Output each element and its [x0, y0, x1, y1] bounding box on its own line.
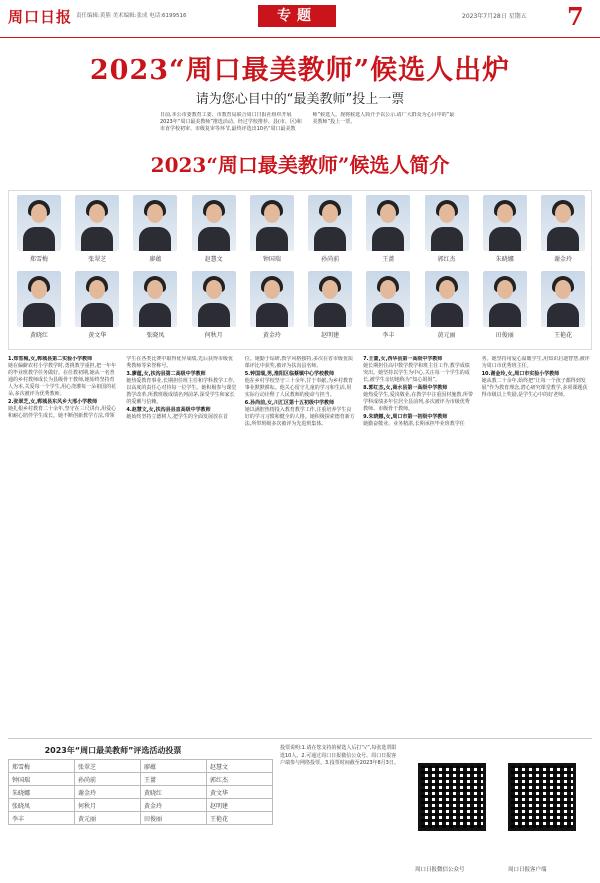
ballot-cell[interactable]: 张晓凤: [9, 799, 75, 812]
profile-text: 她始终坚持立德树人,把学生的全面发展放在首位。她勤于钻研,教学风格独特,多次在省市级优质课评比中获奖,被评为扶沟县名师。: [126, 356, 353, 420]
candidate-name: 黄元丽: [437, 332, 456, 339]
profile-heading: 9.朱晓娜,女,周口市第一初级中学教师: [363, 414, 448, 420]
ballot-cell[interactable]: 郭红杰: [207, 773, 273, 786]
portrait-photo: [541, 271, 585, 327]
portrait-photo: [250, 195, 294, 251]
candidate-card: [15, 195, 63, 269]
portrait-photo: [425, 195, 469, 251]
portrait-photo: [17, 271, 61, 327]
ballot-cell[interactable]: 王艳花: [207, 812, 273, 825]
candidate-row-1: [15, 195, 587, 269]
candidate-card: [364, 195, 412, 269]
portrait-photo: [133, 271, 177, 327]
qr-code-icon[interactable]: [508, 763, 576, 831]
portrait-photo: [192, 271, 236, 327]
ballot-row: [9, 812, 273, 825]
ballot-cell[interactable]: 张翠芝: [75, 760, 141, 773]
profile: [126, 371, 236, 406]
ballot-cell[interactable]: 黄晓红: [141, 786, 207, 799]
candidate-name: 张翠芝: [88, 256, 107, 263]
editors-line: 责任编辑:黄熊 美术编辑:张成 电话:6199516: [76, 13, 187, 19]
candidate-card: [248, 271, 296, 345]
section-title: 2023“周口最美教师”候选人简介: [150, 153, 450, 177]
ballot-row: [9, 773, 273, 786]
candidate-name: 李丰: [382, 332, 395, 339]
ballot-row: [9, 799, 273, 812]
candidate-row-2: [15, 271, 587, 345]
profile-heading: 6.孙尚前,女,川汇区第十五初级中学教师: [244, 400, 334, 406]
profile-text: 他在乡村学校坚守三十余年,甘于奉献,为乡村教育事业默默耕耘。他关心留守儿童的学习和生活,用实际行动诠释了人民教师的使命与担当。: [244, 378, 353, 398]
candidate-name: 孙尚前: [321, 256, 340, 263]
profile-heading: 8.郭红杰,女,商水县第一高级中学教师: [363, 385, 448, 391]
candidate-name: 赵明建: [321, 332, 340, 339]
profile-heading: 2.张翠芝,女,郸城县东风乡大邢小学教师: [8, 399, 98, 405]
portrait-photo: [366, 271, 410, 327]
section-badge: 专题: [258, 5, 336, 27]
profile-text: 她扎根乡村教育二十余年,坚守在三尺讲台,用爱心和耐心陪伴学生成长。她不断创新教学方法,带领学生在各类比赛中取得优异成绩,先后获得市级优秀教师等荣誉称号。: [8, 356, 233, 419]
profile-heading: 4.赵慧文,女,扶沟县县直高级中学教师: [126, 407, 211, 413]
issue-date: 2023年7月28日 星期五: [462, 13, 527, 20]
portrait-photo: [250, 271, 294, 327]
profile-text: 她以满腔热情投入教育教学工作,注重培养学生良好的学习习惯和健全的人格。她积极探索德育新方法,所带班级多次被评为先进班集体。: [244, 407, 355, 427]
profile-heading: 1.郑雪梅,女,郸城县第二实验小学教师: [8, 356, 93, 362]
candidate-card: [423, 195, 471, 269]
ballot-row: [9, 786, 273, 799]
candidate-name: 赵慧文: [204, 256, 223, 263]
subheadline: 请为您心目中的“最美教师”投上一票: [195, 92, 405, 107]
candidate-card: [306, 195, 354, 269]
profile-heading: 3.廖蕴,女,扶沟县第二高级中学教师: [126, 371, 206, 377]
ballot-cell[interactable]: 赵慧文: [207, 760, 273, 773]
portrait-photo: [192, 195, 236, 251]
intro-text: 日前,本公市委教育工委、市教育局联合周口日报社组织开展2023年“周口最美教师”推选活动。经过学校推荐、县(市、区)和市直学校初审、市级复审等环节,最终评选出10名“周口最美教师”候选人。现将候选人简介予以公示,请广大群众为心目中的“最美教师”投上一票。: [160, 112, 455, 132]
profile-heading: 10.谢金玲,女,周口市实验小学教师: [481, 371, 560, 377]
candidate-name: 田俊丽: [495, 332, 514, 339]
vote-title: 2023年“周口最美教师”评选活动投票: [44, 746, 182, 755]
portrait-photo: [483, 195, 527, 251]
candidate-name: 何秋月: [204, 332, 223, 339]
candidate-card: [131, 195, 179, 269]
vote-rules: 投票说明:1.请在您支持的候选人后打“√”,每张选票限选10人。2.可通过周口日报微信公众号、周口日报客户端参与网络投票。3.投票时间截至2023年8月3日。: [280, 745, 399, 766]
ballot-table: [8, 759, 273, 825]
candidate-card: [539, 271, 587, 345]
candidate-name: 黄晓红: [29, 332, 48, 339]
candidate-card: [423, 271, 471, 345]
candidate-card: [131, 271, 179, 345]
ballot-cell[interactable]: 王蔷: [141, 773, 207, 786]
profile: [245, 400, 355, 428]
profile-heading: 5.钟国瑞,男,淮阳区临蔡镇中心学校教师: [244, 371, 334, 377]
candidate-card: [481, 271, 529, 345]
candidate-name: 谢金玲: [553, 256, 572, 263]
masthead: 周口日报: [8, 8, 73, 26]
profile-text: 她热爱学生,爱岗敬业,在教学中注重因材施教,所带学科成绩多年位居全县前列,多次被评为市级优秀教师、市级骨干教师。: [363, 392, 473, 412]
profile: [482, 371, 592, 399]
ballot-cell[interactable]: 赵明建: [207, 799, 273, 812]
portrait-photo: [483, 271, 527, 327]
candidate-name: 钟国瑞: [262, 256, 281, 263]
vote-section: [8, 738, 592, 878]
candidate-card: [364, 271, 412, 345]
candidate-photo-grid: [8, 190, 592, 350]
candidate-name: 廖蕴: [149, 256, 162, 263]
profile-text: 她勤奋敬业、业务精湛,长期承担毕业班教学任务。她坚持用爱心温暖学生,用知识启迪智慧,被评为周口市优秀班主任。: [363, 356, 590, 427]
portrait-photo: [366, 195, 410, 251]
ballot-cell[interactable]: 田俊丽: [141, 812, 207, 825]
profile-heading: 7.王蔷,女,西华县第一高级中学教师: [363, 356, 443, 362]
candidate-card: [190, 271, 238, 345]
portrait-photo: [425, 271, 469, 327]
candidate-name: 郑雪梅: [29, 256, 48, 263]
candidate-name: 黄金玲: [262, 332, 281, 339]
ballot-cell[interactable]: 钟国瑞: [9, 773, 75, 786]
ballot-row: [9, 760, 273, 773]
profile: [245, 371, 355, 399]
profile-text: 她从教二十余年,始终把“让每一个孩子都得到发展”作为教育理念,潜心研究课堂教学,多项课题获得市级以上奖励,是学生心中的好老师。: [481, 378, 588, 398]
ballot-cell[interactable]: 孙尚前: [75, 773, 141, 786]
profile: [8, 356, 118, 398]
qr-caption: 周口日报客户端: [508, 867, 547, 873]
candidate-name: 王艳花: [553, 332, 572, 339]
candidate-card: [73, 195, 121, 269]
portrait-photo: [75, 195, 119, 251]
ballot-cell[interactable]: 廖蕴: [141, 760, 207, 773]
qr-caption: 周口日报微信公众号: [415, 867, 465, 873]
portrait-photo: [541, 195, 585, 251]
ballot-cell[interactable]: 黄元丽: [75, 812, 141, 825]
profile: [363, 356, 473, 384]
candidate-card: [15, 271, 63, 345]
portrait-photo: [75, 271, 119, 327]
candidate-name: 朱晓娜: [495, 256, 514, 263]
portrait-photo: [133, 195, 177, 251]
portrait-photo: [308, 271, 352, 327]
headline: 2023“周口最美教师”候选人出炉: [89, 55, 511, 86]
candidate-name: 郭红杰: [437, 256, 456, 263]
candidate-card: [73, 271, 121, 345]
portrait-photo: [308, 195, 352, 251]
profile-text: 她在偏僻农村小学教学时,勇挑教学重担,把一年年的毕业班教学任务做好。在任教初期,她从一名普通的乡村教师成长为县级骨干教师,她始终坚持育人为本,关爱每一个学生,用心浇灌每一朵祖国的花朵,多次被评为优秀教师。: [8, 363, 117, 397]
candidate-name: 王蔷: [382, 256, 395, 263]
candidate-card: [190, 195, 238, 269]
portrait-photo: [17, 195, 61, 251]
ballot-cell[interactable]: 朱晓娜: [9, 786, 75, 799]
candidate-card: [306, 271, 354, 345]
candidate-name: 黄文华: [88, 332, 107, 339]
candidate-card: [539, 195, 587, 269]
page-number: 7: [567, 2, 584, 31]
qr-code-icon[interactable]: [418, 763, 486, 831]
candidate-card: [481, 195, 529, 269]
profile: [363, 385, 473, 413]
ballot-cell[interactable]: 黄金玲: [141, 799, 207, 812]
profile-text: 她热爱教育事业,长期担任班主任和学科教学工作,以高度的责任心对待每一位学生。她积极参与课堂教学改革,所教班级成绩名列前茅,深受学生和家长的爱戴与信赖。: [126, 378, 237, 405]
ballot-cell[interactable]: 郑雪梅: [9, 760, 75, 773]
ballot-cell[interactable]: 黄文华: [207, 786, 273, 799]
candidate-name: 张晓凤: [146, 332, 165, 339]
candidate-card: [248, 195, 296, 269]
candidate-profiles: [8, 356, 592, 734]
ballot-cell[interactable]: 李丰: [9, 812, 75, 825]
ballot-cell[interactable]: 何秋月: [75, 799, 141, 812]
profile-text: 她长期担任高中数学教学和班主任工作,教学成绩突出。她坚持以学生为中心,关注每一个学生的成长,被学生亲切地称为“知心姐姐”。: [363, 363, 470, 383]
page-header: [0, 0, 600, 38]
ballot-cell[interactable]: 谢金玲: [75, 786, 141, 799]
